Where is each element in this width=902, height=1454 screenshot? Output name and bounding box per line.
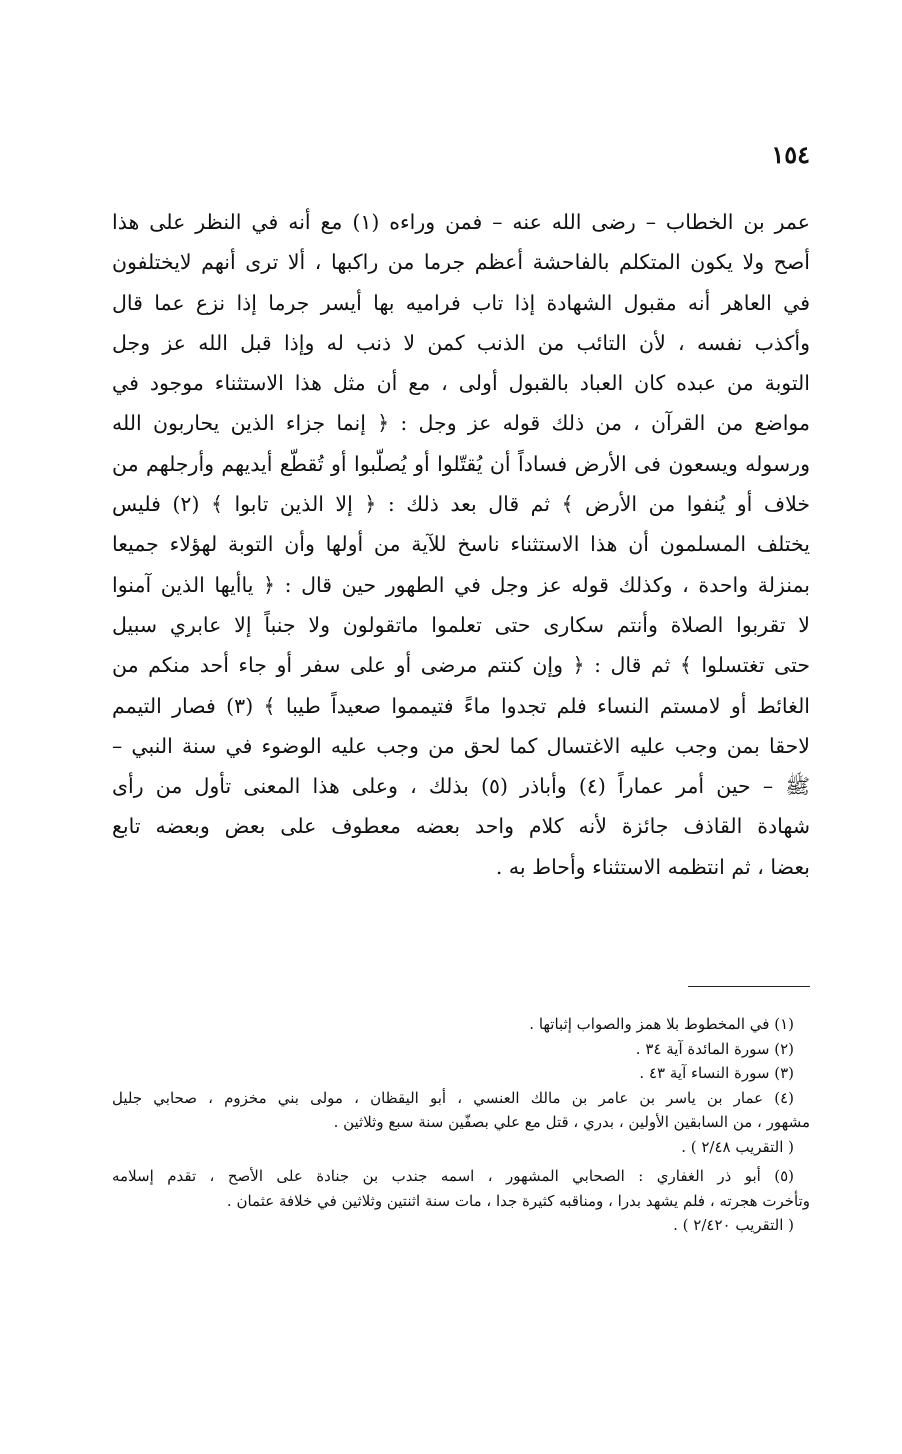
body-line: بعضا ، ثم انتظمه الاستثناء وأحاط به . (495, 854, 810, 879)
body-line: يختلف المسلمون أن هذا الاستثناء ناسخ للآية من أولها وأن التوبة لهؤلاء جميعا (112, 532, 810, 557)
body-line: الغائط أو لامستم النساء فلم تجدوا ماءً فتيمموا صعيداً طيبا ﴾ (٣) فصار التيمم (112, 693, 810, 718)
footnote-3: (٣) سورة النساء آية ٤٣ . (639, 1064, 794, 1082)
body-text (112, 202, 810, 887)
page-number: ١٥٤ (771, 140, 810, 169)
body-line: حتى تغتسلوا ﴾ ثم قال : ﴿ وإن كنتم مرضى أو على سفر أو جاء أحد منكم من (112, 653, 810, 678)
body-line: ﷺ – حين أمر عماراً (٤) وأباذر (٥) بذلك ، وعلى هذا المعنى تأول من رأى (112, 774, 810, 799)
body-line: وأكذب نفسه ، لأن التائب من الذنب كمن لا ذنب له وإذا قبل الله عز وجل (112, 330, 810, 355)
footnote-separator (688, 986, 810, 987)
footnote-5-source: ( التقريب ٢/٤٢٠ ) . (673, 1216, 794, 1234)
footnote-4-line: مشهور ، من السابقين الأولين ، بدري ، قتل مع علي بصفّين سنة سبع وثلاثين . (333, 1113, 810, 1131)
body-line: خلاف أو يُنفوا من الأرض ﴾ ثم قال بعد ذلك : ﴿ إلا الذين تابوا ﴾ (٢) فليس (112, 492, 810, 517)
body-line: شهادة القاذف جائزة لأنه كلام واحد بعضه معطوف على بعض وبعضه تابع (112, 814, 810, 839)
body-line: التوبة من عبده كان العباد بالقبول أولى ، مع أن مثل هذا الاستثناء موجود في (112, 371, 810, 396)
body-line: لا تقربوا الصلاة وأنتم سكارى حتى تعلموا ماتقولون ولا جنباً إلا عابري سبيل (112, 612, 810, 637)
body-line: لاحقا بمن وجب عليه الاغتسال كما لحق من وجب عليه الوضوء في سنة النبي – (112, 733, 810, 758)
body-line: عمر بن الخطاب – رضى الله عنه – فمن وراءه (١) مع أنه في النظر على هذا (112, 210, 810, 234)
footnote-5: (٥) أبو ذر الغفاري : الصحابي المشهور ، اسمه جندب بن جنادة على الأصح ، تقدم إسلامه (112, 1167, 794, 1185)
footnote-1: (١) في المخطوط بلا همز والصواب إثباتها . (529, 1015, 794, 1033)
body-line: ورسوله ويسعون فى الأرض فساداً أن يُقتّلوا أو يُصلّبوا أو تُقطّع أيديهم وأرجلهم من (112, 451, 810, 476)
body-line: أصح ولا يكون المتكلم بالفاحشة أعظم جرما من راكبها ، ألا ترى أنهم لايختلفون (112, 250, 810, 275)
footnotes (112, 1012, 810, 1238)
body-line: في العاهر أنه مقبول الشهادة إذا تاب فراميه بها أيسر جرما إذا نزع عما قال (112, 290, 810, 315)
footnote-4-source: ( التقريب ٢/٤٨ ) . (681, 1137, 794, 1156)
footnote-2: (٢) سورة المائدة آية ٣٤ . (635, 1039, 794, 1058)
footnote-5-line: وتأخرت هجرته ، فلم يشهد بدرا ، ومناقبه كثيرة جدا ، مات سنة اثنتين وثلاثين في خلافة عثمان . (226, 1191, 810, 1210)
footnote-4: (٤) عمار بن ياسر بن عامر بن مالك العنسي ، أبو اليقظان ، مولى بني مخزوم ، صحابي جليل (112, 1088, 794, 1107)
body-line: بمنزلة واحدة ، وكذلك قوله عز وجل في الطهور حين قال : ﴿ ياأيها الذين آمنوا (112, 572, 810, 597)
body-line: مواضع من القرآن ، من ذلك قوله عز وجل : ﴿ إنما جزاء الذين يحاربون الله (112, 411, 810, 436)
